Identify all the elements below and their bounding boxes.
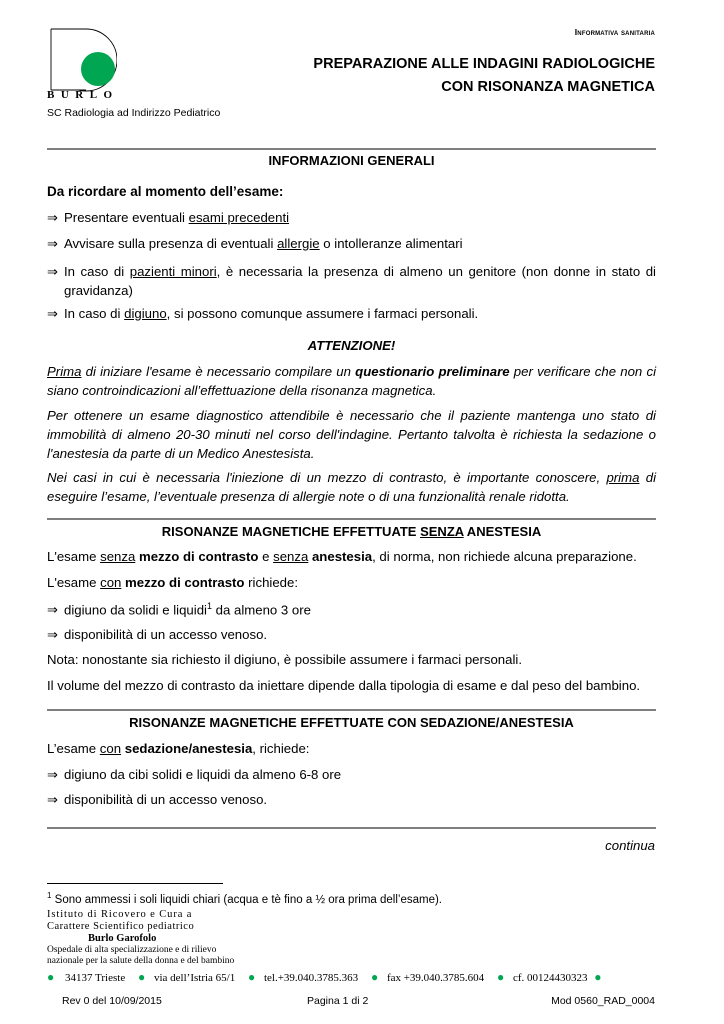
institute-line: Istituto di Ricovero e Cura a bbox=[47, 909, 193, 920]
exam-with-sedation: L’esame con sedazione/anestesia, richiede: bbox=[47, 741, 310, 756]
logo-wordmark: BURLO bbox=[47, 89, 119, 101]
page-number: Pagina 1 di 2 bbox=[307, 995, 369, 1007]
footnote-separator bbox=[47, 883, 223, 884]
revision-label: Rev 0 del 10/09/2015 bbox=[62, 995, 162, 1007]
footnote: $^1$ Sono ammessi i soli liquidi chiari (acqua e tè fino a ½ ora prima dell’esame). bbox=[47, 891, 442, 906]
divider bbox=[47, 518, 656, 520]
dot-icon: ● bbox=[594, 970, 602, 984]
section-title-general: INFORMAZIONI GENERALI bbox=[268, 153, 435, 168]
institute-line: nazionale per la salute della donna e del bambino bbox=[47, 956, 235, 966]
arrow-right-icon: ⇒ bbox=[47, 767, 59, 782]
exam-without-contrast: L'esame senza mezzo di contrasto e senza anestesia, di norma, non richiede alcuna preparazione. bbox=[47, 549, 637, 564]
institute-line: Ospedale di alta specializzazione e di rilievo bbox=[47, 945, 217, 955]
institute-name: Burlo Garofolo bbox=[88, 933, 157, 944]
divider bbox=[47, 148, 656, 150]
volume-text: Il volume del mezzo di contrasto da iniettare dipende dalla tipologia di esame e dal peso del bambino. bbox=[47, 678, 641, 693]
page-title-line2: CON RISONANZA MAGNETICA bbox=[441, 79, 655, 95]
list-item: ⇒ Avvisare sulla presenza di eventuali allergie o intolleranze alimentari bbox=[47, 236, 463, 251]
paragraph-immobility: Per ottenere un esame diagnostico attendibile è necessario che il paziente mantenga uno stato di immobilità di almeno 20-30 minuti nel corso dell'indagine. Pertanto talvolta è richiesta la sedazione o l'anestesia da parte di un Medico Anestesista. bbox=[47, 408, 656, 461]
dot-icon: ● bbox=[370, 970, 379, 984]
arrow-right-icon: ⇒ bbox=[47, 210, 59, 225]
list-item: ⇒ In caso di pazienti minori, è necessaria la presenza di almeno un genitore (non donne in stato di gravidanza) bbox=[47, 264, 656, 298]
arrow-right-icon: ⇒ bbox=[47, 602, 59, 618]
arrow-right-icon: ⇒ bbox=[47, 627, 59, 642]
arrow-right-icon: ⇒ bbox=[47, 792, 59, 807]
page-title-line1: PREPARAZIONE ALLE INDAGINI RADIOLOGICHE bbox=[313, 56, 655, 72]
doc-type-label: Informativa sanitaria bbox=[574, 27, 655, 37]
continue-label: continua bbox=[605, 838, 655, 853]
list-item: ⇒ digiuno da solidi e liquidi$^1$ da almeno 3 ore bbox=[47, 601, 311, 618]
list-item: ⇒ disponibilità di un accesso venoso. bbox=[47, 627, 268, 642]
list-item: ⇒ disponibilità di un accesso venoso. bbox=[47, 792, 268, 807]
list-item: ⇒ In caso di digiuno, si possono comunque assumere i farmaci personali. bbox=[47, 306, 479, 321]
contact-row: ● 34137 Trieste ● via dell’Istria 65/1 ● tel.+39.040.3785.363 ● fax +39.040.3785.604 ● cf. 00124430323 ● bbox=[47, 970, 602, 984]
paragraph-questionnaire: Prima di iniziare l'esame è necessario compilare un questionario preliminare per verificare che non ci siano controindicazioni all’effettuazione della risonanza magnetica. bbox=[47, 364, 656, 398]
attention-heading: ATTENZIONE! bbox=[307, 338, 396, 353]
institute-line: Carattere Scientifico pediatrico bbox=[47, 921, 195, 932]
divider bbox=[47, 709, 656, 711]
module-code: Mod 0560_RAD_0004 bbox=[551, 995, 655, 1007]
dot-icon: ● bbox=[137, 970, 146, 984]
paragraph-contrast: Nei casi in cui è necessaria l'iniezione di un mezzo di contrasto, è importante conoscere, prima di eseguire l’esame, l’eventuale presenza di allergie note o di una funzionalità renale ridotta. bbox=[47, 470, 656, 504]
department-label: SC Radiologia ad Indirizzo Pediatrico bbox=[47, 107, 221, 119]
section-title-without-anesthesia: RISONANZE MAGNETICHE EFFETTUATE SENZA ANESTESIA bbox=[161, 524, 542, 539]
dot-icon: ● bbox=[247, 970, 256, 984]
section-title-with-anesthesia: RISONANZE MAGNETICHE EFFETTUATE CON SEDAZIONE/ANESTESIA bbox=[129, 715, 574, 730]
list-item: ⇒ digiuno da cibi solidi e liquidi da almeno 6-8 ore bbox=[47, 767, 342, 782]
dot-icon: ● bbox=[496, 970, 505, 984]
dot-icon: ● bbox=[47, 970, 55, 984]
arrow-right-icon: ⇒ bbox=[47, 306, 59, 321]
arrow-right-icon: ⇒ bbox=[47, 264, 59, 279]
divider bbox=[47, 827, 656, 829]
arrow-right-icon: ⇒ bbox=[47, 236, 59, 251]
list-item: ⇒ Presentare eventuali esami precedenti bbox=[47, 210, 290, 225]
exam-with-contrast: L'esame con mezzo di contrasto richiede: bbox=[47, 575, 298, 590]
remember-heading: Da ricordare al momento dell’esame: bbox=[47, 184, 284, 199]
note-text: Nota: nonostante sia richiesto il digiuno, è possibile assumere i farmaci personali. bbox=[47, 652, 522, 667]
